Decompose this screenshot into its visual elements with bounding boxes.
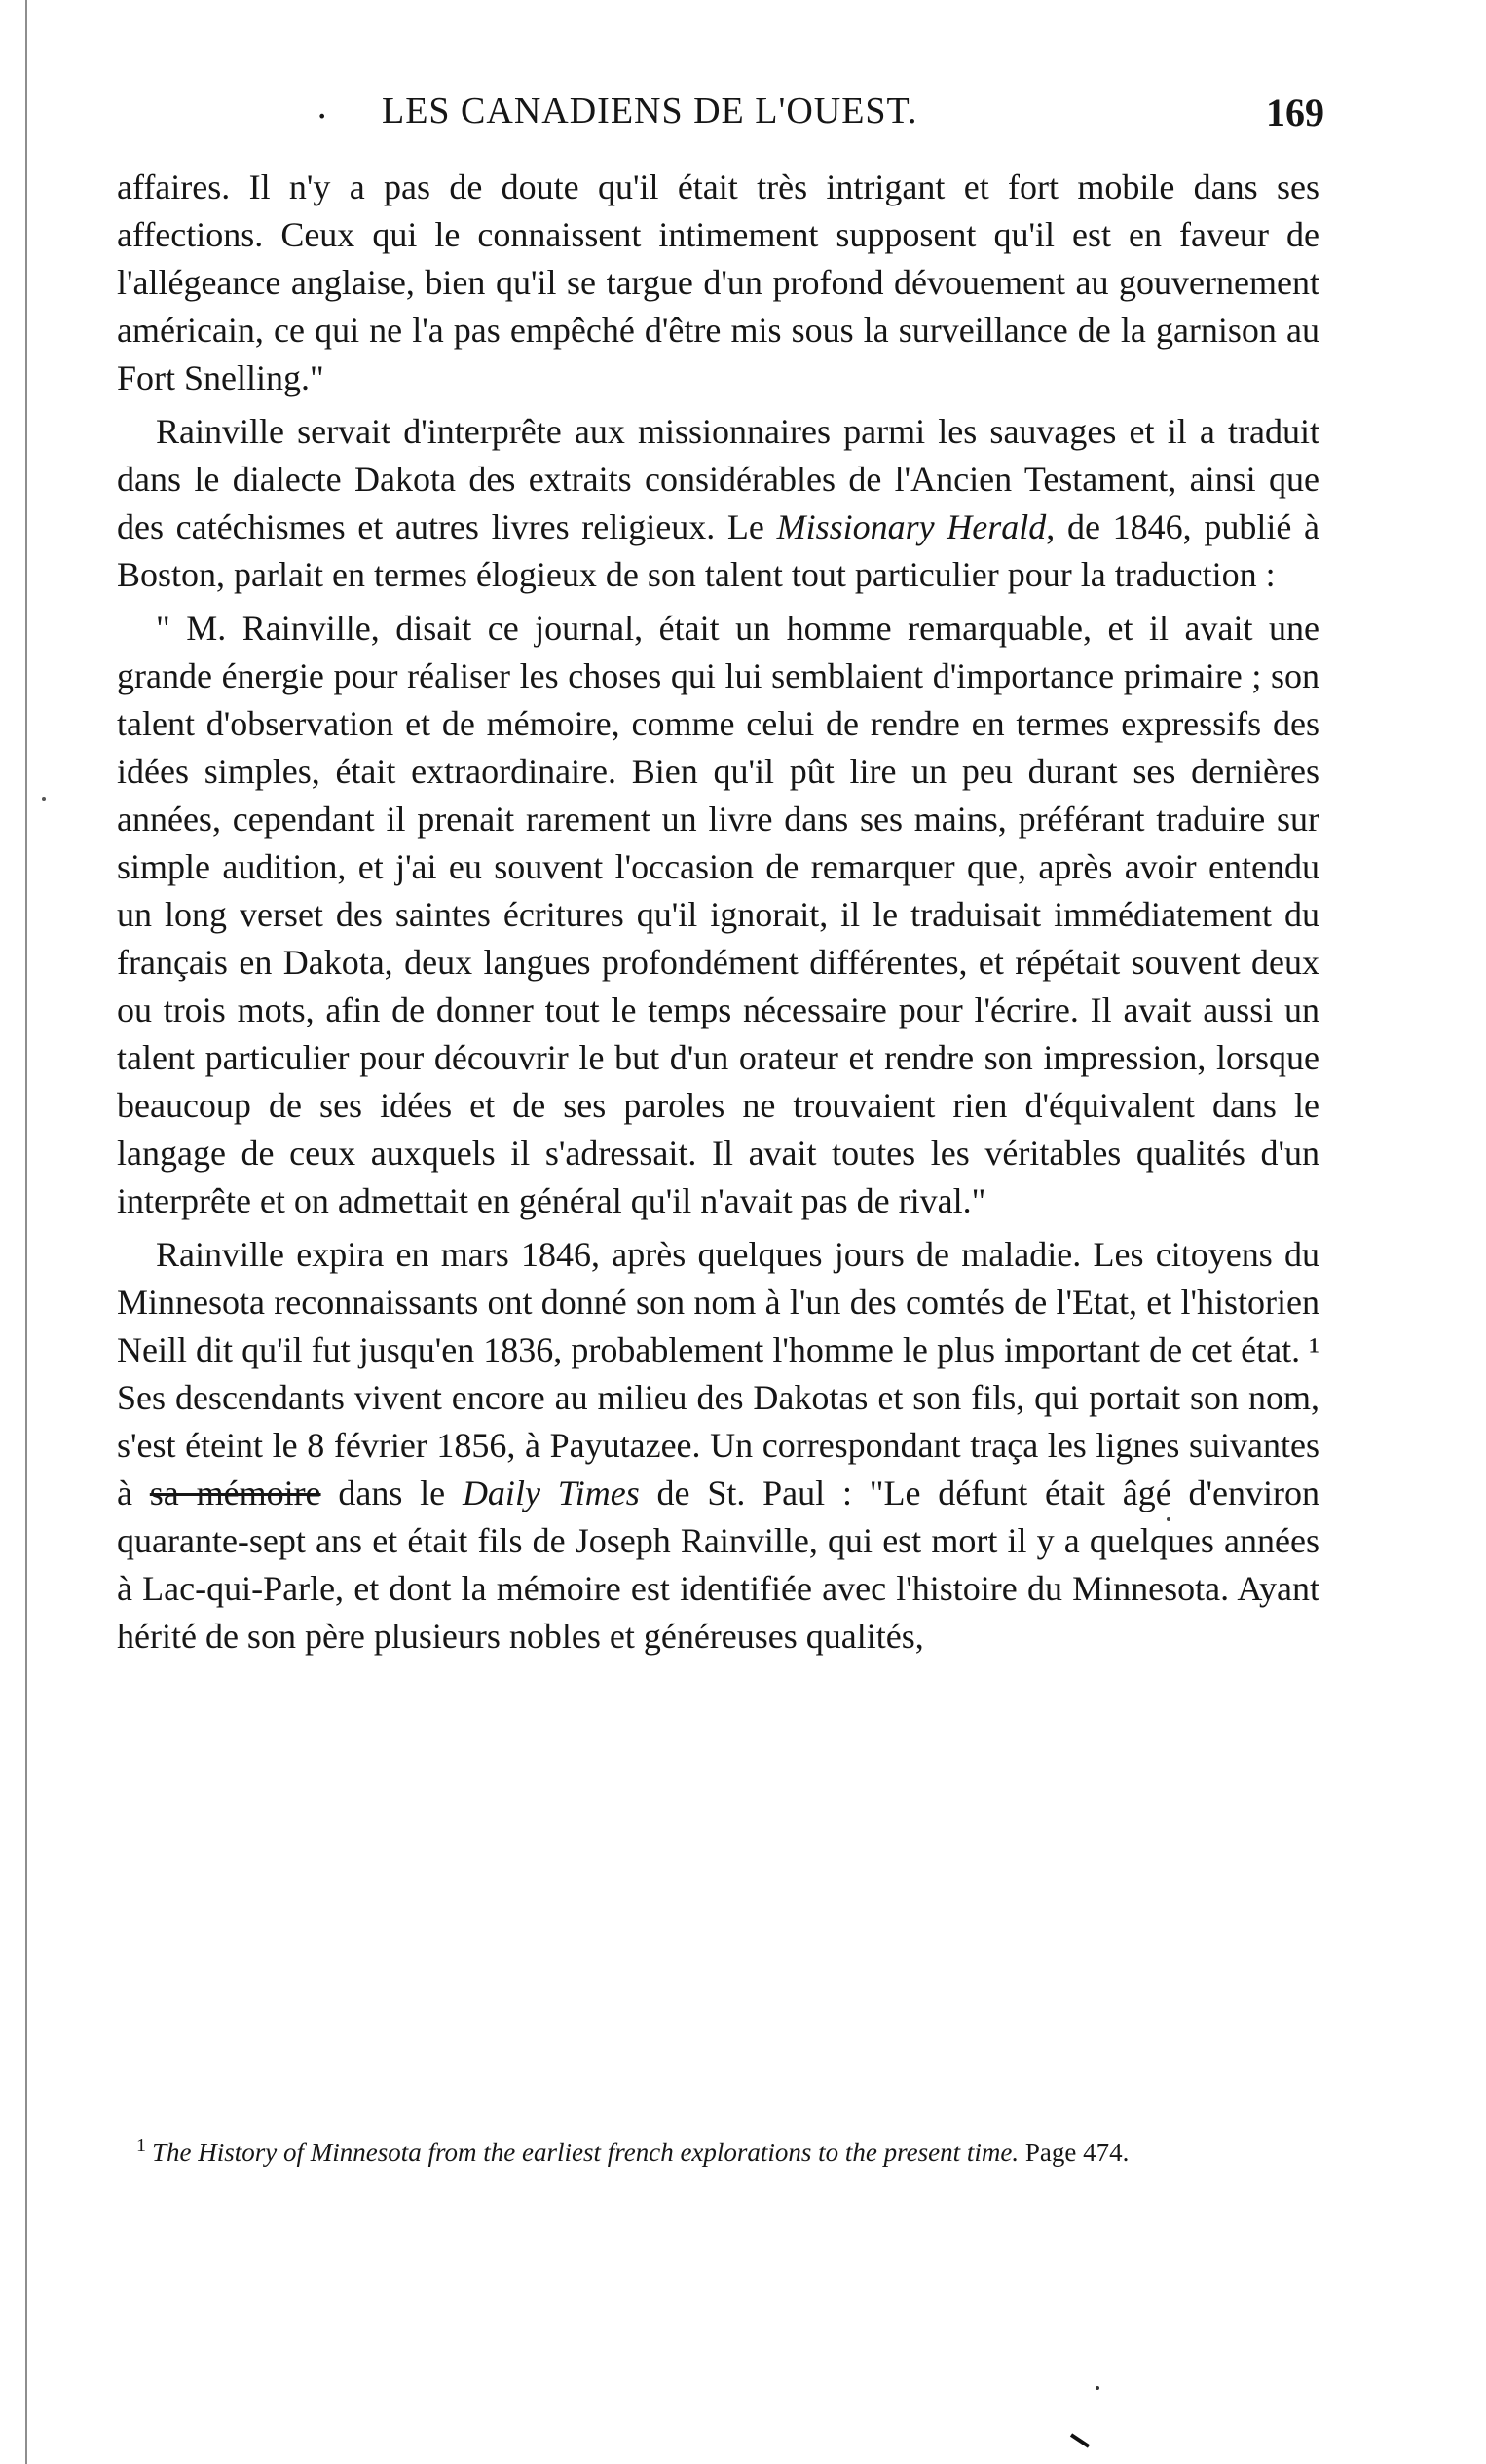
struck-through-text: sa mémoire	[149, 1474, 321, 1512]
paragraph-1: affaires. Il n'y a pas de doute qu'il était très intrigant et fort mobile dans ses affections. Ceux qui le connaissent intimement supposent qu'il est en faveur de l'allégeance anglaise, bien qu'il se targue d'un profond dévouement au gouvernement américain, ce qui ne l'a pas empêché d'être mis sous la surveillance de la garnison au Fort Snelling."	[117, 168, 1319, 397]
page-number: 169	[1266, 91, 1324, 134]
speck	[1167, 1517, 1170, 1521]
paragraph-2-text-a: Rainville servait d'interprête aux missionnaires parmi les sauvages et il a traduit dans le dialecte Dakota des extraits considérables de l'Ancien Testament, ainsi que des catéchismes et autres livres religieux. Le	[117, 412, 1319, 546]
speck	[42, 797, 46, 801]
footnote-reference: ¹	[1309, 1330, 1319, 1369]
footnote-text: The History of Minnesota from the earliest french explorations to the present time.	[152, 2138, 1020, 2167]
paragraph-4-text-b: Ses descendants vivent encore au milieu des Dakotas et son fils, qui portait son nom, s'est éteint le 8 février 1856, à Payutazee. Un correspondant traça les lignes suivantes à	[117, 1378, 1319, 1512]
footnote-page-ref: Page 474.	[1019, 2138, 1130, 2167]
daily-times-title: Daily Times	[462, 1474, 640, 1512]
ink-mark	[1071, 2435, 1089, 2446]
paragraph-3-quotation: " M. Rainville, disait ce journal, était un homme remarquable, et il avait une grande énergie pour réaliser les choses qui lui semblaient d'importance primaire ; son talent d'observation et de mémoire, comme celui de rendre en termes expressifs des idées simples, était extraordinaire. Bien qu'il pût lire un peu durant ses dernières années, cependant il prenait rarement un livre dans ses mains, préférant traduire sur simple audition, et j'ai eu souvent l'occasion de remarquer que, après avoir entendu un long verset des saintes écritures qu'il ignorait, il le traduisait immédiatement du français en Dakota, deux langues profondément différentes, et répétait souvent deux ou trois mots, afin de donner tout le temps nécessaire pour l'écrire. Il avait aussi un talent particulier pour découvrir le but d'un orateur et rendre son impression, lorsque beaucoup de ses idées et de ses paroles ne trouvaient rien d'équivalent dans le langage de ceux auxquels il s'adressait. Il avait toutes les véritables qualités d'un interprête et on admettait en général qu'il n'avait pas de rival."	[117, 609, 1319, 1220]
missionary-herald-title: Missionary Herald	[776, 507, 1047, 546]
paragraph-4-text-c: dans le	[320, 1474, 463, 1512]
paragraph-2-text-b: , de 1846, publié à Boston, parlait en termes élogieux de son talent tout particulier pour la traduction :	[117, 507, 1319, 594]
header-dot: ·	[316, 97, 328, 137]
speck	[1096, 2386, 1099, 2390]
paragraph-4-text-d: de St. Paul : "Le défunt était âgé d'environ quarante-sept ans et était fils de Joseph Rainville, qui est mort il y a quelques années à Lac-qui-Parle, et dont la mémoire est identifiée avec l'histoire du Minnesota. Ayant hérité de son père plusieurs nobles et généreuses qualités,	[117, 1474, 1320, 1656]
paragraph-4-text-a: Rainville expira en mars 1846, après quelques jours de maladie. Les citoyens du Minnesota reconnaissants ont donné son nom à l'un des comtés de l'Etat, et l'historien Neill dit qu'il fut jusqu'en 1836, probablement l'homme le plus important de cet état.	[117, 1235, 1319, 1369]
footnote-mark: 1	[136, 2135, 146, 2156]
running-title: LES CANADIENS DE L'OUEST.	[382, 91, 918, 131]
